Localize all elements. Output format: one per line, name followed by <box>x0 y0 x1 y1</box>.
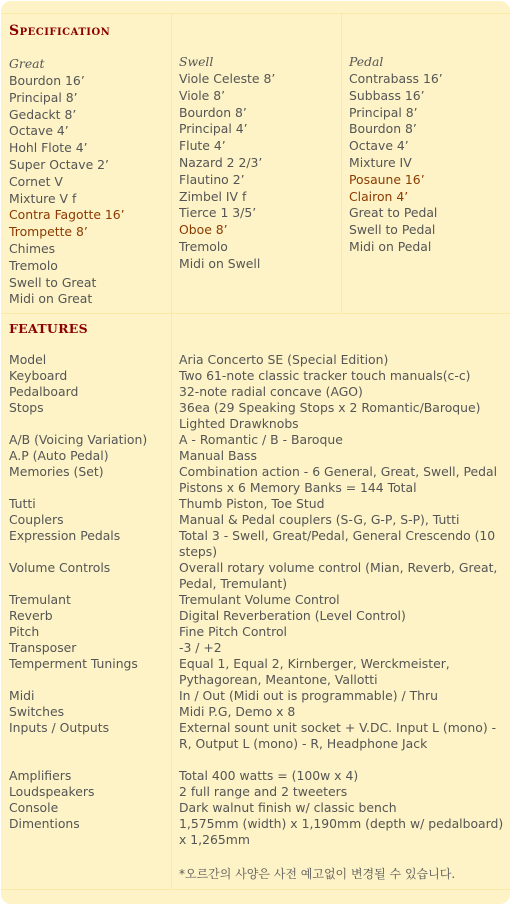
pedal-stop: Mixture IV <box>349 154 412 170</box>
pedal-stop: Principal 8’ <box>349 104 418 120</box>
pedal-stop: Bourdon 8’ <box>349 121 417 137</box>
feature-label: Console <box>9 800 59 815</box>
great-stop: Contra Fagotte 16’ <box>9 207 125 223</box>
footnote: *오르간의 사양은 사전 예고없이 변경될 수 있습니다. <box>179 867 456 881</box>
great-stop: Chimes <box>9 240 56 256</box>
feature-label: Model <box>9 352 47 367</box>
swell-stop: Nazard 2 2/3’ <box>179 154 263 170</box>
feature-value: Overall rotary volume control (Mian, Reverb, Great, Pedal, Tremulant) <box>179 560 498 591</box>
swell-column <box>179 54 275 273</box>
specification-title: Specification <box>9 23 111 39</box>
feature-value: Fine Pitch Control <box>179 624 287 639</box>
feature-value: 1,575mm (width) x 1,190mm (depth w/ pedalboard) x 1,265mm <box>179 816 504 847</box>
feature-label: Keyboard <box>9 368 68 383</box>
swell-stop: Flute 4’ <box>179 138 226 154</box>
swell-stop: Viole Celeste 8’ <box>179 71 276 86</box>
feature-label: Reverb <box>9 608 53 623</box>
section-divider <box>1 313 510 314</box>
feature-value: Digital Reverberation (Level Control) <box>179 608 406 623</box>
great-stop: Cornet V <box>9 173 63 189</box>
pedal-stop: Octave 4’ <box>349 138 409 154</box>
feature-value: Thumb Piston, Toe Stud <box>179 496 325 511</box>
great-stop: Tremolo <box>9 257 58 273</box>
feature-label: Loudspeakers <box>9 784 95 799</box>
great-stop: Gedackt 8’ <box>9 106 77 122</box>
great-stop: Bourdon 16’ <box>9 73 85 88</box>
swell-stop: Oboe 8’ <box>179 222 228 238</box>
column-divider <box>341 14 342 313</box>
feature-label: Tremulant <box>9 592 71 607</box>
great-stop: Principal 8’ <box>9 89 78 105</box>
feature-label: Dimentions <box>9 816 80 831</box>
pedal-stop: Swell to Pedal <box>349 222 436 238</box>
feature-label: Tutti <box>9 496 36 511</box>
bottom-rule <box>1 889 510 890</box>
swell-stop: Midi on Swell <box>179 255 261 271</box>
feature-label: Pitch <box>9 624 40 639</box>
feature-label: Volume Controls <box>9 560 111 575</box>
feature-value: -3 / +2 <box>179 640 222 655</box>
feature-value: Midi P.G, Demo x 8 <box>179 704 296 719</box>
great-stop: Trompette 8’ <box>9 224 88 240</box>
feature-label: Expression Pedals <box>9 528 121 543</box>
pedal-stop: Posaune 16’ <box>349 171 425 187</box>
pedal-stop: Contrabass 16’ <box>349 71 443 86</box>
great-stop: Super Octave 2’ <box>9 156 109 172</box>
swell-heading: Swell <box>179 54 214 69</box>
feature-label: Temperment Tunings <box>9 656 138 671</box>
feature-label: Switches <box>9 704 65 719</box>
feature-value: Total 400 watts = (100w x 4) <box>179 768 359 783</box>
feature-value: Two 61-note classic tracker touch manuals(c-c) <box>179 368 471 383</box>
top-rule <box>1 13 510 14</box>
feature-value: Total 3 - Swell, Great/Pedal, General Crescendo (10 steps) <box>179 528 496 559</box>
swell-stop: Principal 4’ <box>179 121 248 137</box>
feature-value: Tremulant Volume Control <box>179 592 340 607</box>
feature-label: Couplers <box>9 512 64 527</box>
great-stop: Swell to Great <box>9 274 97 290</box>
great-stop: Hohl Flote 4’ <box>9 140 88 156</box>
great-stop-list <box>9 73 125 308</box>
feature-value: External sount unit socket + V.DC. Input L (mono) - R, Output L (mono) - R, Headphone Jack <box>179 720 497 751</box>
pedal-stop: Subbass 16’ <box>349 87 425 103</box>
great-column <box>9 56 125 308</box>
pedal-heading: Pedal <box>349 54 384 69</box>
pedal-stop-list <box>349 71 443 256</box>
great-heading: Great <box>9 56 45 71</box>
feature-value: A - Romantic / B - Baroque <box>179 432 343 447</box>
feature-label: Midi <box>9 688 35 703</box>
swell-stop-list <box>179 71 275 273</box>
feature-label: Inputs / Outputs <box>9 720 110 735</box>
pedal-stop: Great to Pedal <box>349 205 438 221</box>
feature-label: Transposer <box>9 640 77 655</box>
feature-label: Amplifiers <box>9 768 72 783</box>
feature-value: 2 full range and 2 tweeters <box>179 784 348 799</box>
pedal-stop: Midi on Pedal <box>349 238 432 254</box>
feature-label: A.P (Auto Pedal) <box>9 448 109 463</box>
feature-value: Dark walnut finish w/ classic bench <box>179 800 397 815</box>
great-stop: Midi on Great <box>9 291 93 307</box>
swell-stop: Tremolo <box>179 238 228 254</box>
spec-panel <box>1 1 510 904</box>
feature-value: Manual Bass <box>179 448 257 463</box>
pedal-column <box>349 54 443 256</box>
pedal-stop: Clairon 4’ <box>349 188 409 204</box>
feature-value: Equal 1, Equal 2, Kirnberger, Werckmeister, Pythagorean, Meantone, Vallotti <box>179 656 450 687</box>
feature-label: Stops <box>9 400 44 415</box>
swell-stop: Viole 8’ <box>179 87 226 103</box>
feature-label: Memories (Set) <box>9 464 104 479</box>
feature-label: Pedalboard <box>9 384 79 399</box>
swell-stop: Tierce 1 3/5’ <box>179 205 257 221</box>
great-stop: Octave 4’ <box>9 123 69 139</box>
feature-value: Combination action - 6 General, Great, Swell, Pedal Pistons x 6 Memory Banks = 144 Total <box>179 464 498 495</box>
great-stop: Mixture V f <box>9 190 77 206</box>
swell-stop: Flautino 2’ <box>179 171 245 187</box>
feature-value: 32-note radial concave (AGO) <box>179 384 363 399</box>
swell-stop: Bourdon 8’ <box>179 104 247 120</box>
swell-stop: Zimbel IV f <box>179 188 247 204</box>
feature-label: A/B (Voicing Variation) <box>9 432 148 447</box>
feature-value: Aria Concerto SE (Special Edition) <box>179 352 389 367</box>
feature-value: Manual & Pedal couplers (S-G, G-P, S-P), Tutti <box>179 512 460 527</box>
feature-value: 36ea (29 Speaking Stops x 2 Romantic/Baroque) Lighted Drawknobs <box>179 400 481 431</box>
features-title: FEATURES <box>9 321 88 336</box>
column-divider <box>171 14 172 313</box>
feature-value: In / Out (Midi out is programmable) / Thru <box>179 688 438 703</box>
